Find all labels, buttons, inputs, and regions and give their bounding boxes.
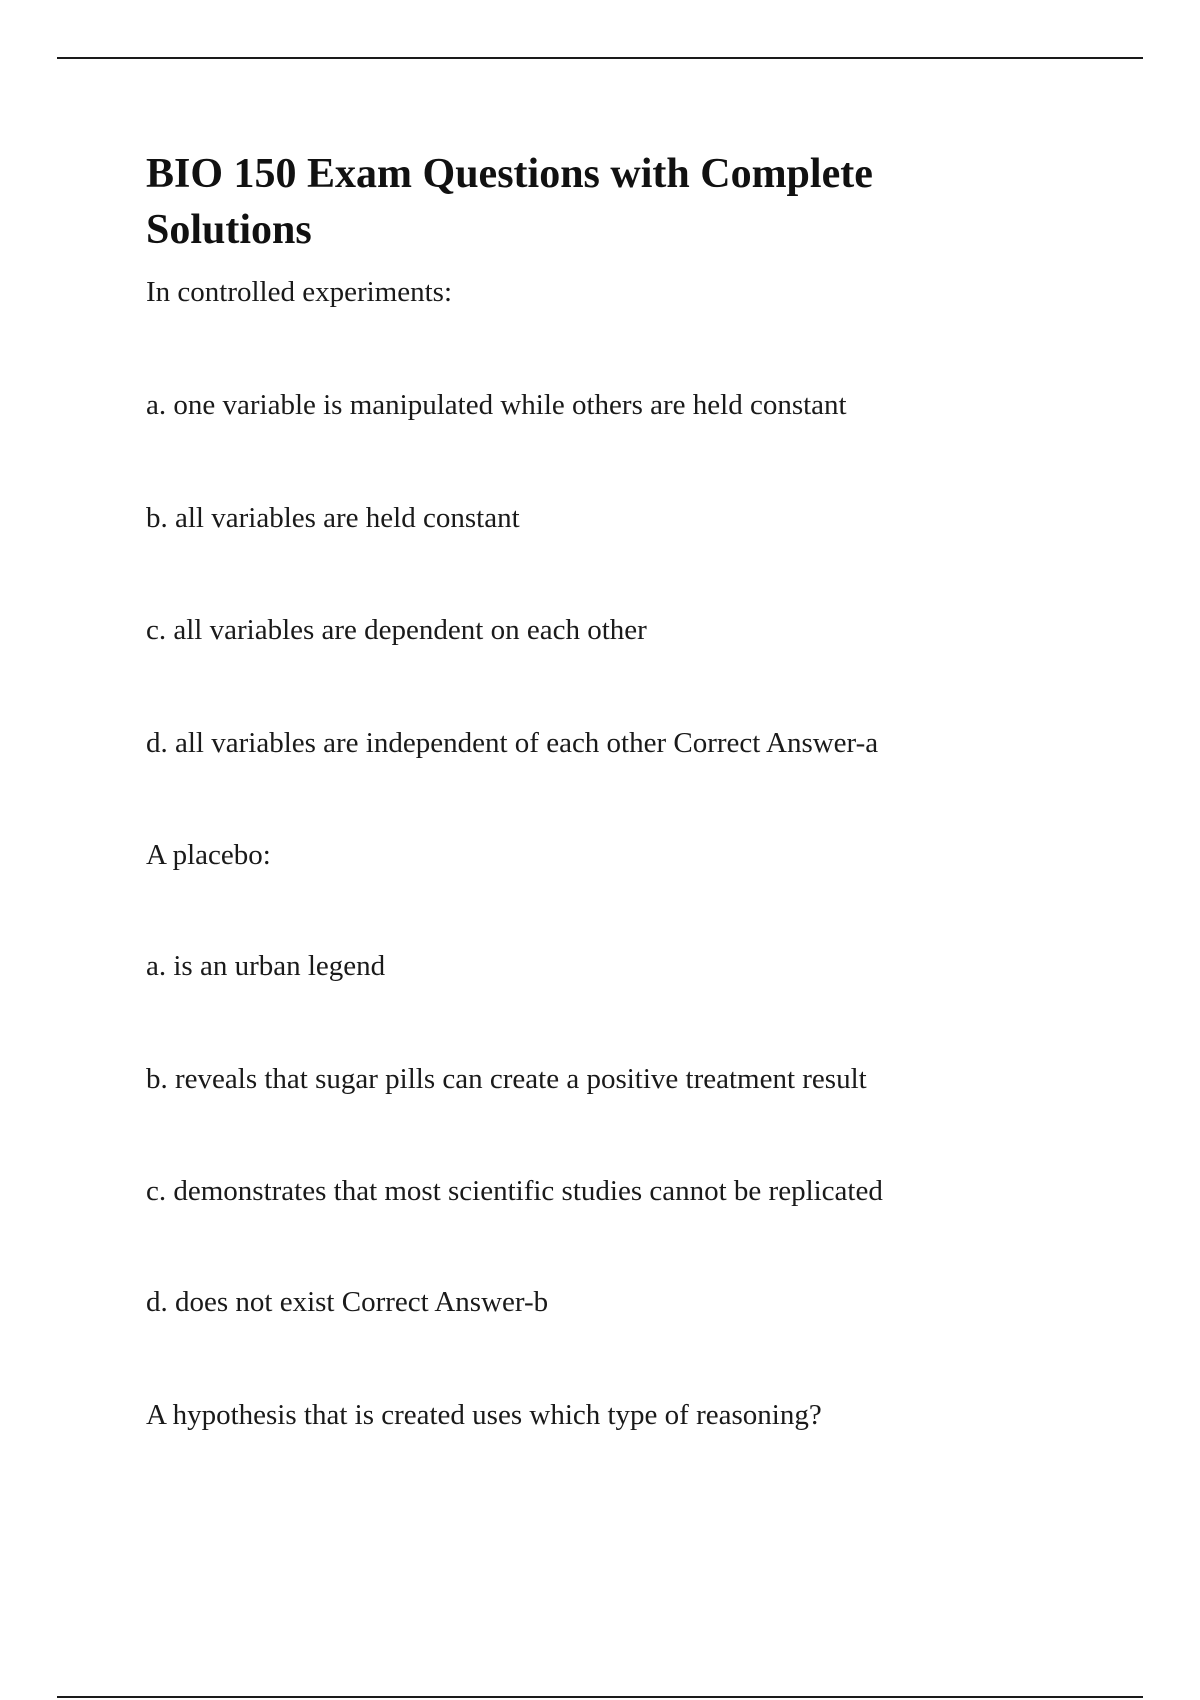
question-1-option-d: d. all variables are independent of each other Correct Answer-a — [146, 727, 879, 759]
question-3-prompt: A hypothesis that is created uses which type of reasoning? — [146, 1399, 822, 1431]
question-2-prompt: A placebo: — [146, 839, 271, 871]
question-1-prompt: In controlled experiments: — [146, 276, 453, 308]
footer-rule — [57, 1696, 1143, 1698]
question-1-option-a: a. one variable is manipulated while others are held constant — [146, 389, 847, 421]
question-2-option-d: d. does not exist Correct Answer-b — [146, 1286, 549, 1318]
question-2-option-a: a. is an urban legend — [146, 950, 386, 982]
document-title: BIO 150 Exam Questions with Complete Solutions — [146, 151, 873, 253]
question-2-option-c: c. demonstrates that most scientific studies cannot be replicated — [146, 1175, 883, 1207]
question-1-option-b: b. all variables are held constant — [146, 502, 520, 534]
question-2-option-b: b. reveals that sugar pills can create a positive treatment result — [146, 1063, 867, 1095]
header-rule — [57, 57, 1143, 59]
question-1-option-c: c. all variables are dependent on each other — [146, 614, 647, 646]
